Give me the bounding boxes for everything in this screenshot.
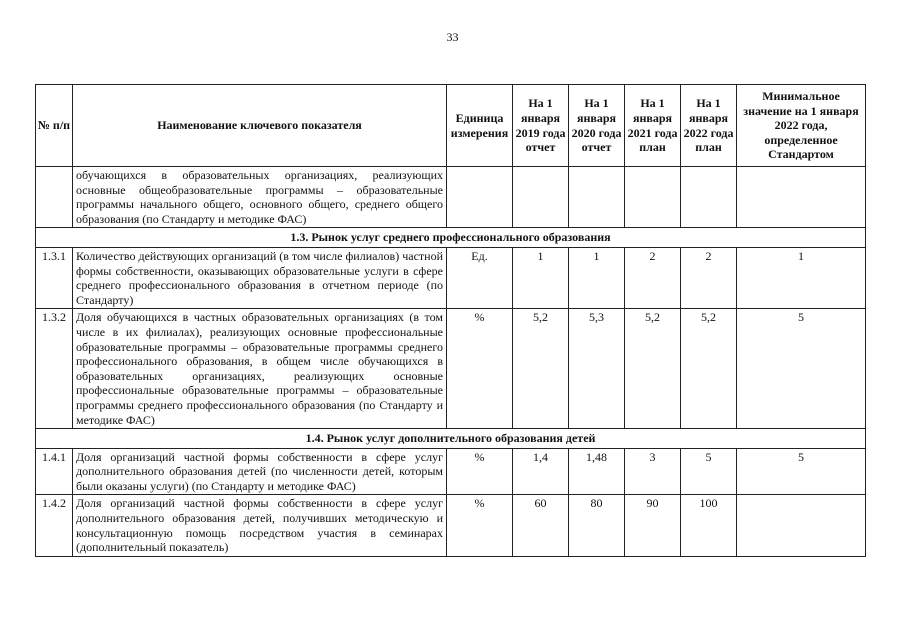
- table-row: [36, 309, 866, 429]
- header-row: [36, 85, 866, 167]
- table-row: [36, 167, 866, 228]
- table-row: [36, 448, 866, 495]
- section-row: [36, 429, 866, 449]
- cell-y2019: [513, 167, 569, 228]
- cell-min: 1: [737, 247, 866, 308]
- cell-unit: %: [447, 448, 513, 495]
- header-2020: На 1 января 2020 года отчет: [569, 85, 625, 167]
- cell-y2020: 5,3: [569, 309, 625, 429]
- cell-num: 1.3.2: [36, 309, 73, 429]
- cell-min: 5: [737, 309, 866, 429]
- cell-name: Доля обучающихся в частных образовательных организациях (в том числе в их филиалах), реализующих основные профессиональные образовательные программы – образовательные программы среднего профессионального образования, в общем числе обучающихся в образовательных организациях, реализующих основные профессиональные образовательные программы – образовательные программы среднего профессионального образования (по Стандарту и методике ФАС): [73, 309, 447, 429]
- cell-unit: %: [447, 309, 513, 429]
- header-min: Минимальное значение на 1 января 2022 года, определенное Стандартом: [737, 85, 866, 167]
- header-2019: На 1 января 2019 года отчет: [513, 85, 569, 167]
- cell-unit: Ед.: [447, 247, 513, 308]
- section-row: [36, 228, 866, 248]
- table-row: [36, 247, 866, 308]
- cell-num: 1.3.1: [36, 247, 73, 308]
- cell-y2022: [681, 167, 737, 228]
- cell-y2022: 5,2: [681, 309, 737, 429]
- cell-num: 1.4.1: [36, 448, 73, 495]
- page-number: 33: [446, 30, 459, 44]
- cell-y2020: 80: [569, 495, 625, 556]
- cell-y2019: 1,4: [513, 448, 569, 495]
- cell-y2019: 60: [513, 495, 569, 556]
- table-row: [36, 495, 866, 556]
- header-2022: На 1 января 2022 года план: [681, 85, 737, 167]
- indicators-table: [35, 84, 866, 557]
- cell-y2019: 5,2: [513, 309, 569, 429]
- cell-name: Доля организаций частной формы собственности в сфере услуг дополнительного образования детей (по численности детей, которым были оказаны услуги) (по Стандарту и методике ФАС): [73, 448, 447, 495]
- cell-name: обучающихся в образовательных организациях, реализующих основные общеобразовательные программы – образовательные программы начального общего, основного общего, среднего общего образования (по Стандарту и методике ФАС): [73, 167, 447, 228]
- cell-name: Доля организаций частной формы собственности в сфере услуг дополнительного образования детей, получивших методическую и консультационную помощь посредством участия в семинарах (дополнительный показатель): [73, 495, 447, 556]
- header-name: Наименование ключевого показателя: [73, 85, 447, 167]
- cell-unit: [447, 167, 513, 228]
- cell-unit: %: [447, 495, 513, 556]
- cell-min: 5: [737, 448, 866, 495]
- cell-y2022: 100: [681, 495, 737, 556]
- cell-num: [36, 167, 73, 228]
- header-unit: Единица измерения: [447, 85, 513, 167]
- cell-y2021: 90: [625, 495, 681, 556]
- cell-min: [737, 167, 866, 228]
- cell-y2021: [625, 167, 681, 228]
- cell-y2019: 1: [513, 247, 569, 308]
- cell-y2021: 5,2: [625, 309, 681, 429]
- cell-y2020: 1: [569, 247, 625, 308]
- section-title: 1.4. Рынок услуг дополнительного образования детей: [36, 429, 866, 449]
- section-title: 1.3. Рынок услуг среднего профессионального образования: [36, 228, 866, 248]
- cell-y2020: 1,48: [569, 448, 625, 495]
- header-num: № п/п: [36, 85, 73, 167]
- cell-y2020: [569, 167, 625, 228]
- cell-y2021: 2: [625, 247, 681, 308]
- cell-y2022: 5: [681, 448, 737, 495]
- cell-min: [737, 495, 866, 556]
- cell-name: Количество действующих организаций (в том числе филиалов) частной формы собственности, оказывающих образовательные услуги в сфере среднего профессионального образования в отчетном периоде (по Стандарту): [73, 247, 447, 308]
- cell-y2022: 2: [681, 247, 737, 308]
- header-2021: На 1 января 2021 года план: [625, 85, 681, 167]
- cell-num: 1.4.2: [36, 495, 73, 556]
- cell-y2021: 3: [625, 448, 681, 495]
